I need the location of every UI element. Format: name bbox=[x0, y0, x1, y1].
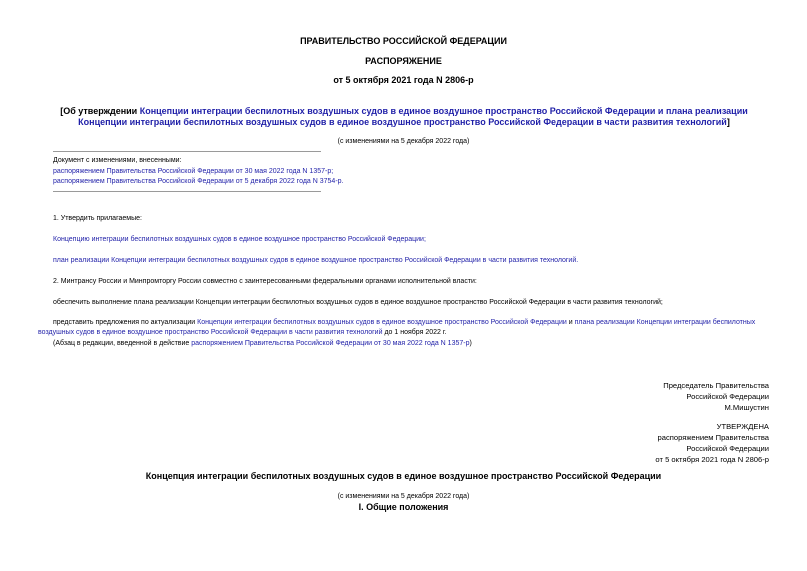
concept-amendment-note: (с изменениями на 5 декабря 2022 года) bbox=[337, 493, 470, 500]
changes-intro: Документ с изменениями, внесенными: bbox=[53, 157, 182, 164]
signature-line-2: Российской Федерации bbox=[686, 392, 769, 401]
changes-link-1[interactable]: распоряжением Правительства Российской Федерации от 30 мая 2022 года N 1357-р; bbox=[53, 168, 334, 175]
p2-concept-link[interactable]: Концепции интеграции беспилотных воздушных судов в единое воздушное пространство Российской Федерации bbox=[197, 319, 567, 326]
approval-line-2: распоряжением Правительства bbox=[657, 433, 769, 442]
signature-line-1: Председатель Правительства bbox=[663, 381, 769, 390]
edit-note-suffix: ) bbox=[469, 340, 472, 347]
paragraph-2-item-2 bbox=[38, 318, 772, 338]
approval-line-4: от 5 октября 2021 года N 2806-р bbox=[655, 455, 769, 464]
title-open-bracket: [ bbox=[60, 106, 64, 116]
signature-line-3: М.Мишустин bbox=[724, 403, 769, 412]
amendment-note: (с изменениями на 5 декабря 2022 года) bbox=[337, 138, 470, 145]
signature-block bbox=[663, 380, 769, 413]
concept-title: Концепция интеграции беспилотных воздушных судов в единое воздушное пространство Российской Федерации bbox=[145, 471, 662, 481]
edit-note-link[interactable]: распоряжением Правительства Российской Федерации от 30 мая 2022 года N 1357-р bbox=[191, 340, 470, 347]
title-link[interactable]: Концепции интеграции беспилотных воздушных судов в единое воздушное пространство Российской Федерации и плана реализации Концепции интеграции беспилотных воздушных судов в единое воздушное пространство Российской Федерации в части развития технологий bbox=[78, 106, 748, 127]
section-title: I. Общие положения bbox=[358, 502, 449, 512]
concept-link[interactable]: Концепцию интеграции беспилотных воздушных судов в единое воздушное пространство Российской Федерации; bbox=[53, 236, 426, 243]
p2-item2-suffix: до 1 ноября 2022 г. bbox=[382, 329, 447, 336]
changes-divider-bottom bbox=[53, 191, 321, 192]
document-title bbox=[36, 106, 772, 128]
document-date-number: от 5 октября 2021 года N 2806-р bbox=[333, 75, 474, 85]
approval-line-3: Российской Федерации bbox=[686, 444, 769, 453]
government-heading: ПРАВИТЕЛЬСТВО РОССИЙСКОЙ ФЕДЕРАЦИИ bbox=[300, 36, 507, 46]
paragraph-2: 2. Минтрансу России и Минпромторгу России совместно с заинтересованными федеральными органами исполнительной власти: bbox=[53, 278, 477, 285]
p2-item2-prefix: представить предложения по актуализации bbox=[53, 319, 198, 326]
plan-link[interactable]: план реализации Концепции интеграции беспилотных воздушных судов в единое воздушное пространство Российской Федерации в части развития технологий. bbox=[53, 257, 579, 264]
edit-note-prefix: (Абзац в редакции, введенной в действие bbox=[53, 340, 192, 347]
title-close-bracket: ] bbox=[726, 117, 730, 127]
changes-link-2[interactable]: распоряжением Правительства Российской Федерации от 5 декабря 2022 года N 3754-р. bbox=[53, 178, 344, 185]
approval-line-1: УТВЕРЖДЕНА bbox=[716, 422, 769, 431]
document-type: РАСПОРЯЖЕНИЕ bbox=[365, 56, 442, 66]
p2-item2-and: и bbox=[566, 319, 575, 326]
p2-plan-link[interactable]: плана реализации Концепции интеграции беспилотных воздушных судов в единое воздушное пространство Российской Федерации в части развития технологий bbox=[38, 319, 756, 336]
paragraph-1: 1. Утвердить прилагаемые: bbox=[53, 215, 142, 222]
paragraph-2-item-1: обеспечить выполнение плана реализации Концепции интеграции беспилотных воздушных судов в единое воздушное пространство Российской Федерации в части развития технологий; bbox=[53, 299, 663, 306]
title-prefix: Об утверждении bbox=[63, 106, 140, 116]
changes-divider-top bbox=[53, 151, 321, 152]
edit-note bbox=[53, 339, 472, 349]
approval-block bbox=[655, 421, 769, 465]
